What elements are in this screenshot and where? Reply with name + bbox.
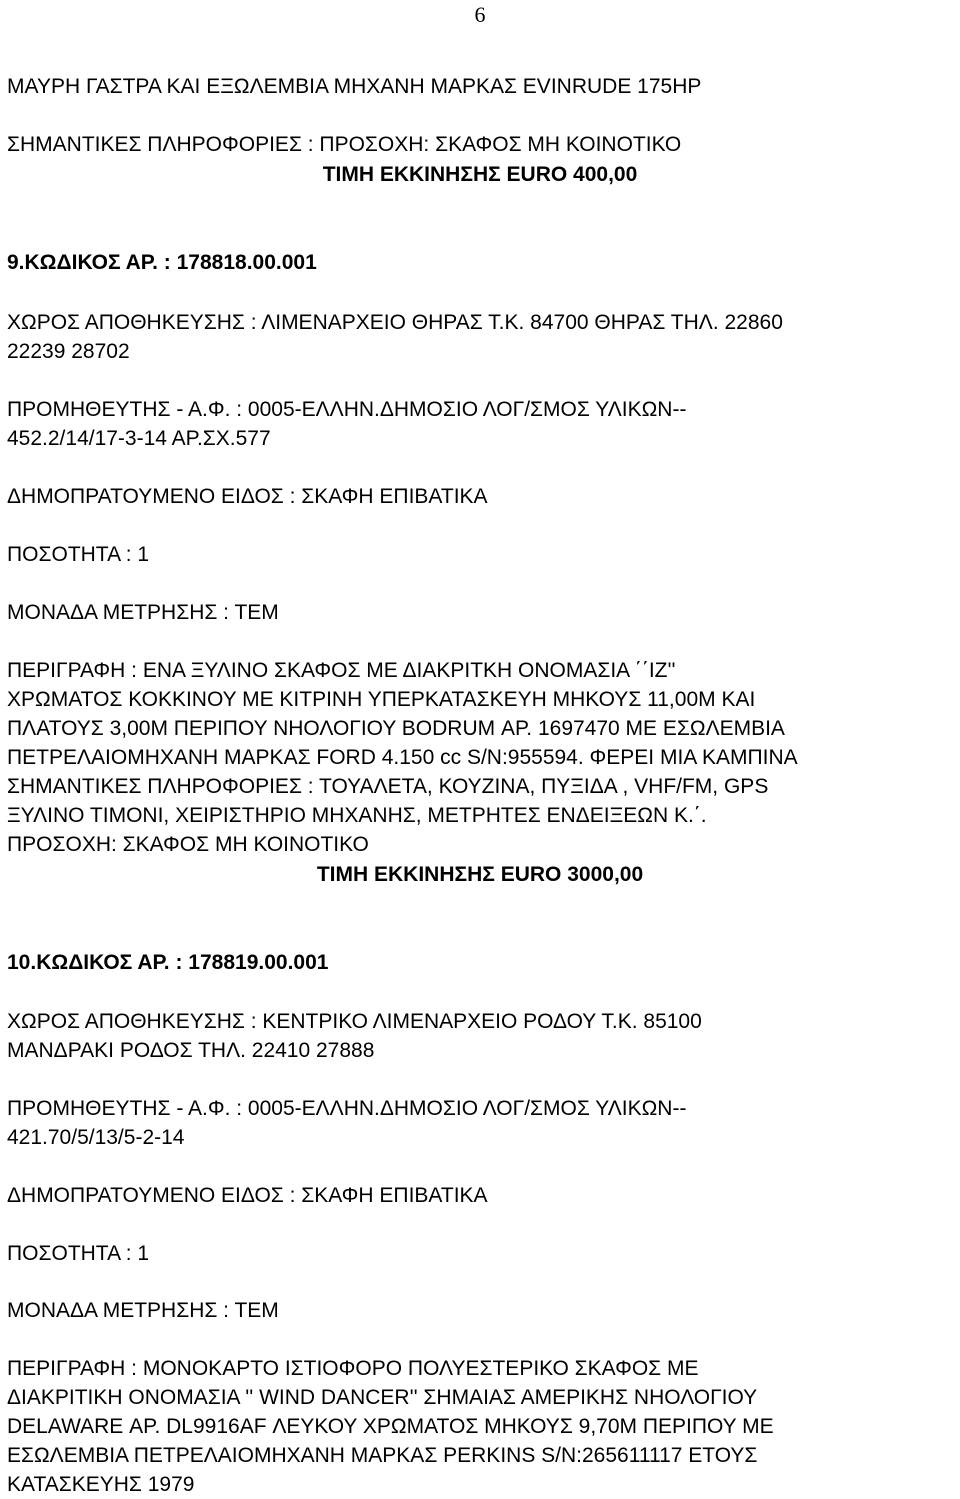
item10-unit: ΜΟΝΑΔΑ ΜΕΤΡΗΣΗΣ : ΤΕΜ <box>7 1299 279 1322</box>
item8-price: ΤΙΜΗ ΕΚΚΙΝΗΣΗΣ EURO 400,00 <box>322 163 638 186</box>
item10-desc-4: ΕΣΩΛΕΜΒΙΑ ΠΕΤΡΕΛΑΙΟΜΗΧΑΝΗ ΜΑΡΚΑΣ PERKINS S/N:265611117 ΕΤΟΥΣ <box>7 1444 758 1467</box>
page-number: 6 <box>474 2 486 27</box>
item9-desc-2: ΧΡΩΜΑΤΟΣ ΚΟΚΚΙΝΟΥ ΜΕ ΚΙΤΡΙΝΗ ΥΠΕΡΚΑΤΑΣΚΕΥΗ ΜΗΚΟΥΣ 11,00Μ ΚΑΙ <box>7 688 756 711</box>
item9-price: ΤΙΜΗ ΕΚΚΙΝΗΣΗΣ EURO 3000,00 <box>316 863 644 886</box>
item10-kind: ΔΗΜΟΠΡΑΤΟΥΜΕΝΟ ΕΙΔΟΣ : ΣΚΑΦΗ ΕΠΙΒΑΤΙΚΑ <box>7 1184 488 1207</box>
item9-desc-4: ΠΕΤΡΕΛΑΙΟΜΗΧΑΝΗ ΜΑΡΚΑΣ FORD 4.150 cc S/N:955594. ΦΕΡΕΙ ΜΙΑ ΚΑΜΠΙΝΑ <box>7 746 798 769</box>
item9-code: 9.ΚΩΔΙΚΟΣ ΑΡ. : 178818.00.001 <box>7 251 317 274</box>
item10-storage-2: ΜΑΝΔΡΑΚΙ ΡΟΔΟΣ ΤΗΛ. 22410 27888 <box>7 1039 375 1062</box>
item10-quantity: ΠΟΣΟΤΗΤΑ : 1 <box>7 1242 150 1265</box>
item9-supplier-2: 452.2/14/17-3-14 ΑΡ.ΣΧ.577 <box>7 427 271 450</box>
item10-desc-1: ΠΕΡΙΓΡΑΦΗ : ΜΟΝΟΚΑΡΤΟ ΙΣΤΙΟΦΟΡΟ ΠΟΛΥΕΣΤΕΡΙΚΟ ΣΚΑΦΟΣ ΜΕ <box>7 1357 699 1380</box>
item10-code: 10.ΚΩΔΙΚΟΣ ΑΡ. : 178819.00.001 <box>7 951 329 974</box>
item9-supplier-1: ΠΡΟΜΗΘΕΥΤΗΣ - Α.Φ. : 0005-ΕΛΛΗΝ.ΔΗΜΟΣΙΟ ΛΟΓ/ΣΜΟΣ ΥΛΙΚΩΝ-- <box>7 398 687 421</box>
item9-quantity: ΠΟΣΟΤΗΤΑ : 1 <box>7 543 150 566</box>
item8-line1: ΜΑΥΡΗ ΓΑΣΤΡΑ ΚΑΙ ΕΞΩΛΕΜΒΙΑ ΜΗΧΑΝΗ ΜΑΡΚΑΣ EVINRUDE 175HP <box>7 75 702 98</box>
item9-unit: ΜΟΝΑΔΑ ΜΕΤΡΗΣΗΣ : ΤΕΜ <box>7 601 279 624</box>
item8-notes: ΣΗΜΑΝΤΙΚΕΣ ΠΛΗΡΟΦΟΡΙΕΣ : ΠΡΟΣΟΧΗ: ΣΚΑΦΟΣ ΜΗ ΚΟΙΝΟΤΙΚΟ <box>7 133 682 156</box>
item9-desc-3: ΠΛΑΤΟΥΣ 3,00Μ ΠΕΡΙΠΟΥ ΝΗΟΛΟΓΙΟΥ BODRUM ΑΡ. 1697470 ΜΕ ΕΣΩΛΕΜΒΙΑ <box>7 717 785 740</box>
item9-storage-2: 22239 28702 <box>7 340 130 363</box>
item9-notes-2: ΞΥΛΙΝΟ ΤΙΜΟΝΙ, ΧΕΙΡΙΣΤΗΡΙΟ ΜΗΧΑΝΗΣ, ΜΕΤΡΗΤΕΣ ΕΝΔΕΙΞΕΩΝ Κ.΄. <box>7 804 707 827</box>
item9-notes-3: ΠΡΟΣΟΧΗ: ΣΚΑΦΟΣ ΜΗ ΚΟΙΝΟΤΙΚΟ <box>7 833 369 856</box>
item9-desc-1: ΠΕΡΙΓΡΑΦΗ : ΕΝΑ ΞΥΛΙΝΟ ΣΚΑΦΟΣ ΜΕ ΔΙΑΚΡΙΤΚΗ ΟΝΟΜΑΣΙΑ ΄΄ΙΖ'' <box>7 659 676 682</box>
item9-notes-1: ΣΗΜΑΝΤΙΚΕΣ ΠΛΗΡΟΦΟΡΙΕΣ : ΤΟΥΑΛΕΤΑ, ΚΟΥΖΙΝΑ, ΠΥΞΙΔΑ , VHF/FM, GPS <box>7 775 769 798</box>
item10-desc-5: ΚΑΤΑΣΚΕΥΗΣ 1979 <box>7 1473 195 1496</box>
item10-supplier-1: ΠΡΟΜΗΘΕΥΤΗΣ - Α.Φ. : 0005-ΕΛΛΗΝ.ΔΗΜΟΣΙΟ ΛΟΓ/ΣΜΟΣ ΥΛΙΚΩΝ-- <box>7 1097 687 1120</box>
item10-storage-1: ΧΩΡΟΣ ΑΠΟΘΗΚΕΥΣΗΣ : ΚΕΝΤΡΙΚΟ ΛΙΜΕΝΑΡΧΕΙΟ ΡΟΔΟΥ Τ.Κ. 85100 <box>7 1010 702 1033</box>
item10-desc-3: DELAWARE ΑΡ. DL9916AF ΛΕΥΚΟΥ ΧΡΩΜΑΤΟΣ ΜΗΚΟΥΣ 9,70Μ ΠΕΡΙΠΟΥ ΜΕ <box>7 1415 774 1438</box>
item10-supplier-2: 421.70/5/13/5-2-14 <box>7 1126 185 1149</box>
item10-desc-2: ΔΙΑΚΡΙΤΙΚΗ ΟΝΟΜΑΣΙΑ '' WIND DANCER'' ΣΗΜΑΙΑΣ ΑΜΕΡΙΚΗΣ ΝΗΟΛΟΓΙΟΥ <box>7 1386 758 1409</box>
item9-storage-1: ΧΩΡΟΣ ΑΠΟΘΗΚΕΥΣΗΣ : ΛΙΜΕΝΑΡΧΕΙΟ ΘΗΡΑΣ Τ.Κ. 84700 ΘΗΡΑΣ ΤΗΛ. 22860 <box>7 311 783 334</box>
item9-kind: ΔΗΜΟΠΡΑΤΟΥΜΕΝΟ ΕΙΔΟΣ : ΣΚΑΦΗ ΕΠΙΒΑΤΙΚΑ <box>7 485 488 508</box>
